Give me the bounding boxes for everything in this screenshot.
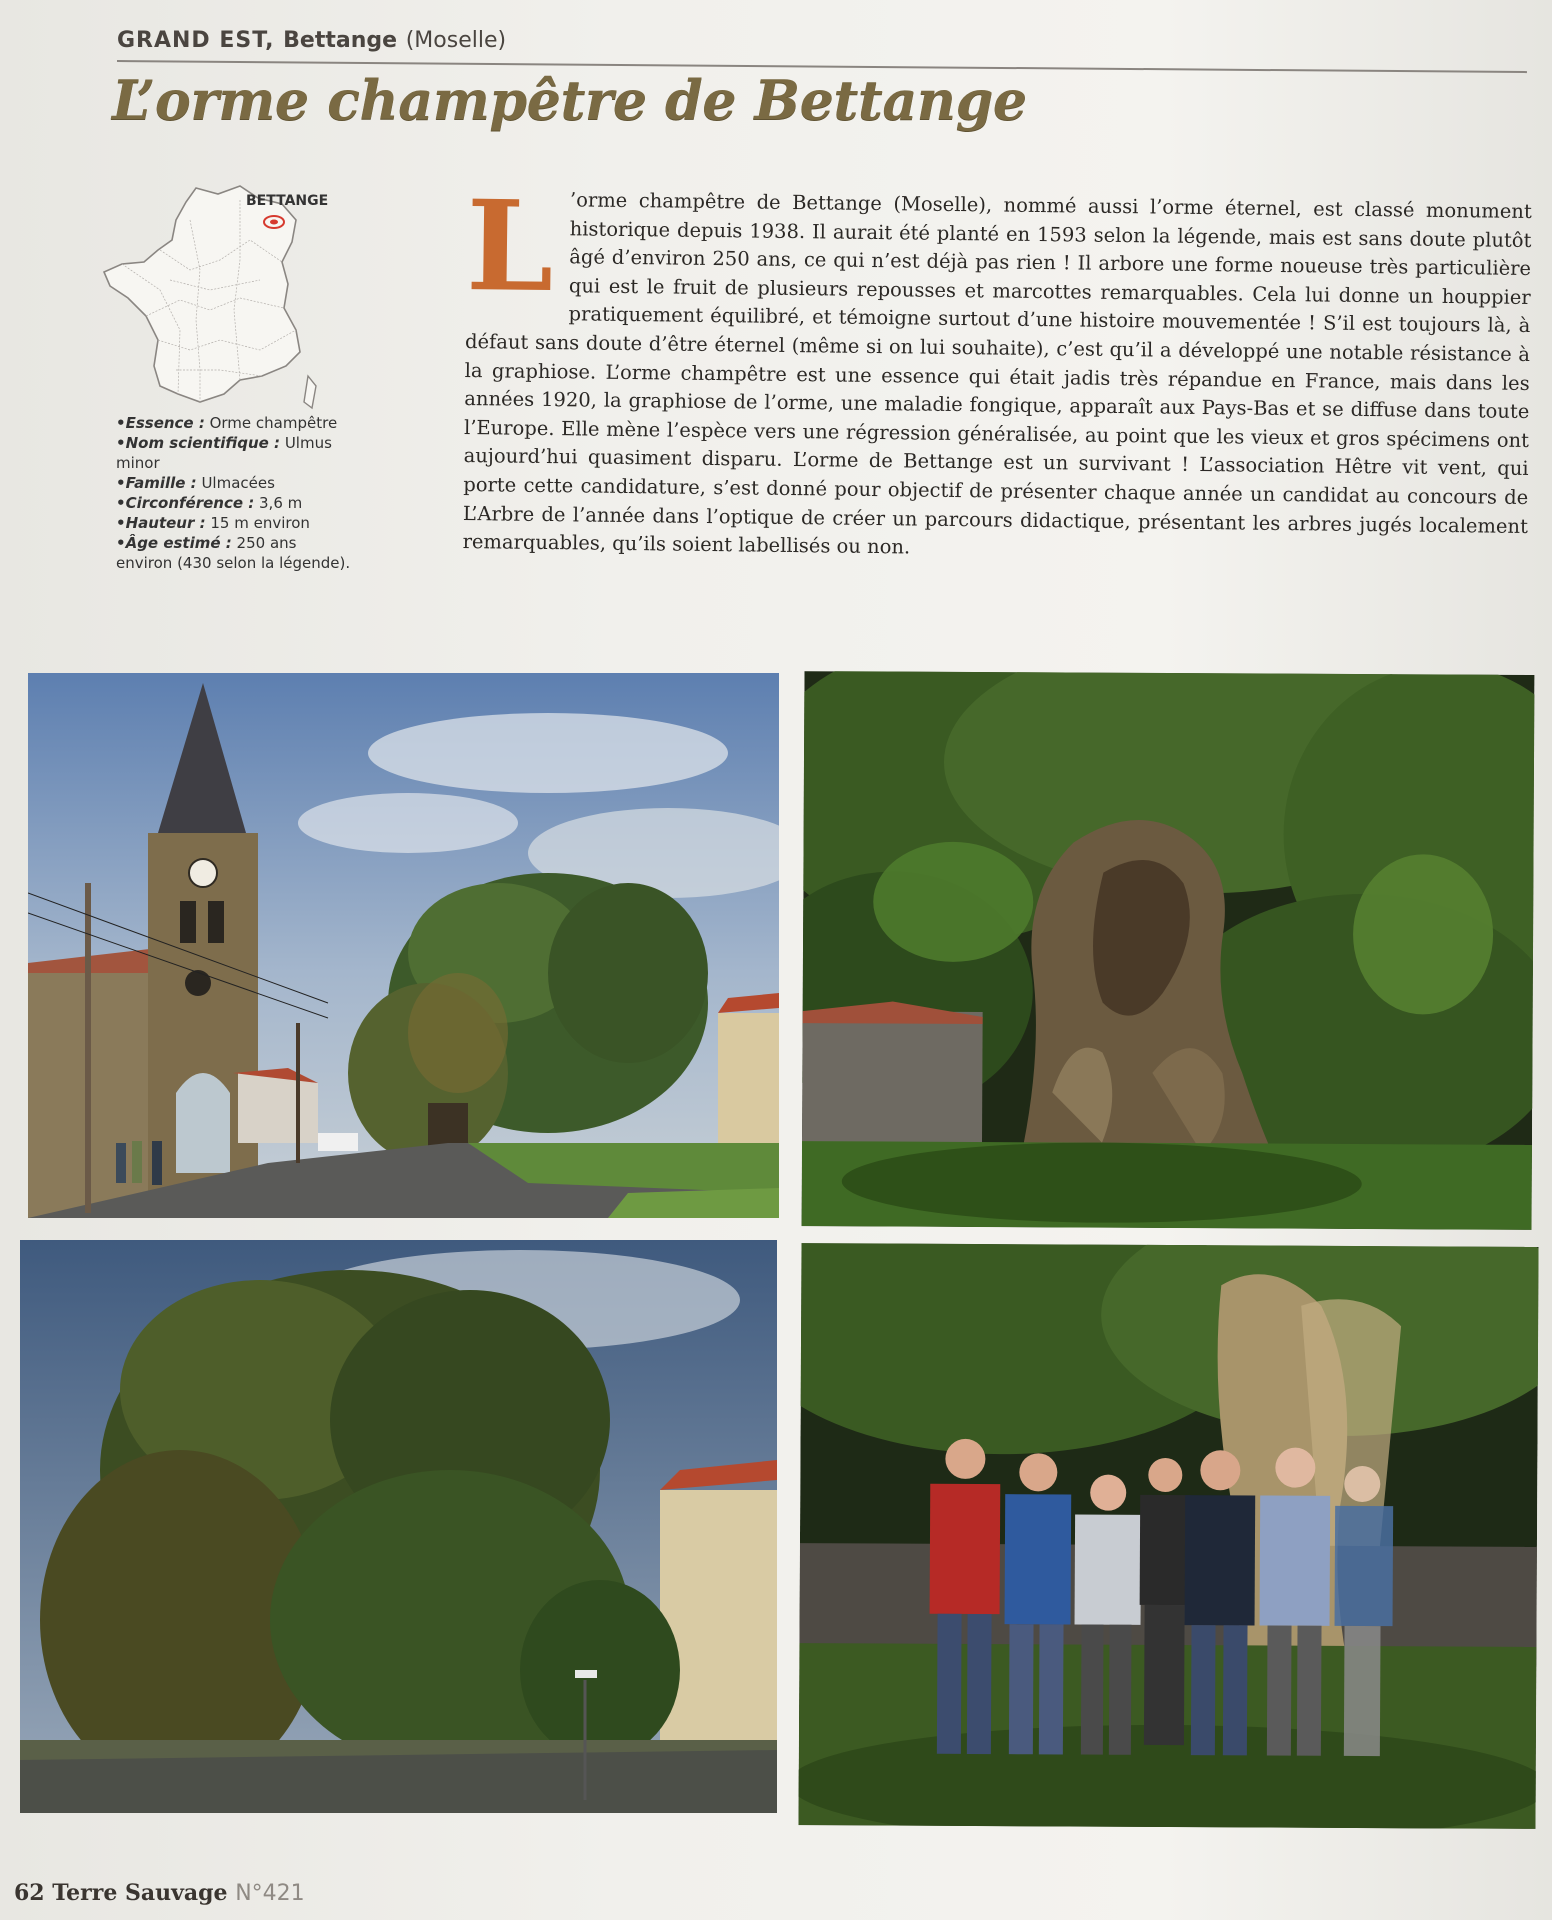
magazine-name: Terre Sauvage (52, 1880, 228, 1906)
department: (Moselle) (405, 28, 507, 53)
fact-family: •Famille : Ulmacées (116, 474, 275, 492)
region: GRAND EST, (117, 28, 275, 53)
fact-height: •Hauteur : 15 m environ (116, 514, 310, 532)
photo-church-and-elm (28, 673, 779, 1218)
fact-sheet (116, 413, 356, 573)
page-number: 62 (14, 1880, 45, 1906)
photo-gnarled-trunk (802, 671, 1535, 1230)
locality: Bettange (283, 28, 398, 53)
france-map (100, 180, 320, 415)
article-text: ’orme champêtre de Bettange (Moselle), nommé aussi l’orme éternel, est classé monument historique depuis 1938. Il aurait été planté en 1593 selon la légende, mais est sans doute plutôt âgé d’environ 250 ans, ce qui n’est déjà pas rien ! Il arbore une forme noueuse très particulière qui est le fruit de plusieurs repousses et marcottes remarquables. Cela lui donne un houppier pratiquement équilibré, et témoigne surtout d’une histoire mouvementée ! S’il est toujours là, à défaut sans doute d’être éternel (même si on lui souhaite), c’est qu’il a développé une notable résistance à la graphiose. L’orme champêtre est une essence qui était jadis très répandue en France, mais dans les années 1920, la graphiose de l’orme, une maladie fongique, apparaît aux Pays-Bas et se diffuse dans toute l’Europe. Elle mène l’espèce vers une régression généralisée, au point que les vieux et gros spécimens ont aujourd’hui quasiment disparu. L’orme de Bettange est un survivant ! L’association Hêtre vit vent, qui porte cette candidature, s’est donné pour objectif de présenter chaque année un candidat au concours de L’Arbre de l’année dans l’optique de créer un parcours didactique, présentant les arbres jugés localement remarquables, qu’ils soient labellisés ou non. (462, 188, 1532, 559)
fact-circumference: •Circonférence : 3,6 m (116, 494, 303, 512)
map-label: BETTANGE (246, 193, 329, 209)
section-kicker (117, 28, 506, 53)
article-title: L’orme champêtre de Bettange (112, 68, 1027, 132)
fact-scientific-name: •Nom scientifique : Ulmus minor (116, 434, 332, 472)
photo-elm-and-building (20, 1240, 777, 1813)
france-outline-icon (100, 180, 320, 415)
photo-association-group (798, 1243, 1538, 1829)
article-body (462, 174, 1532, 570)
fact-age: •Âge estimé : 250 ans environ (430 selon la légende). (116, 534, 351, 572)
issue-number: N°421 (235, 1881, 305, 1906)
fact-essence: •Essence : Orme champêtre (116, 414, 338, 432)
drop-cap: L (465, 174, 555, 321)
page-footer (14, 1880, 305, 1906)
